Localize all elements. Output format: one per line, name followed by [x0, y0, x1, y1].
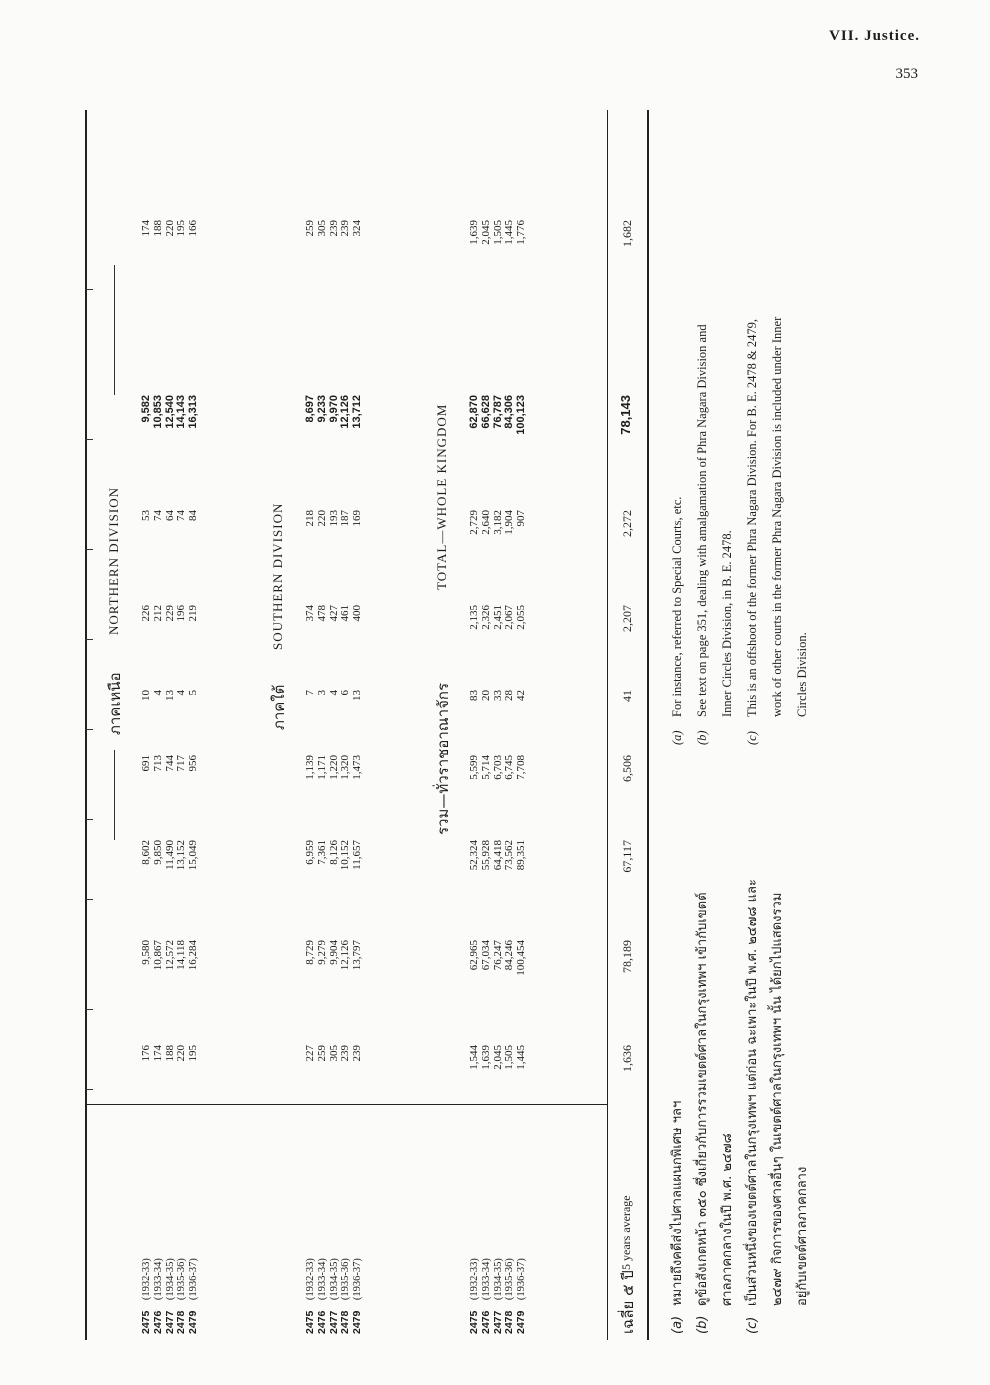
- table-cell: 12,126: [339, 940, 352, 971]
- data-column: [305, 510, 364, 570]
- table-cell: 15,049: [187, 840, 200, 871]
- table-cell: 4: [151, 690, 164, 696]
- table-cell: 226: [140, 605, 152, 622]
- table-cell: 713: [151, 755, 164, 772]
- footnote-text: This is an offshoot of the former Phra Nagara Division. For B. E. 2478 & 2479,: [745, 319, 759, 717]
- table-cell: 239: [339, 220, 352, 237]
- table-cell: 10,152: [339, 840, 352, 871]
- data-column: [469, 840, 528, 900]
- footnotes-english: [665, 115, 815, 745]
- data-column: [469, 755, 528, 815]
- table-cell: 13,152: [175, 840, 188, 871]
- footnote-key: (a): [670, 730, 684, 745]
- page-number: 353: [895, 66, 918, 82]
- table-cell: 195: [175, 220, 188, 237]
- table-cell: 12,126: [339, 395, 352, 429]
- table-cell: 193: [327, 510, 340, 527]
- table-cell: 2,640: [479, 510, 492, 535]
- average-label-th: เฉลี่ย ๕ ปี: [619, 1270, 637, 1334]
- year-column: [469, 1258, 528, 1334]
- data-column: [141, 395, 200, 455]
- table-cell: 6: [339, 690, 352, 696]
- be-year: 2478: [339, 1310, 352, 1334]
- table-cell: 13,797: [351, 940, 364, 971]
- be-year: 2479: [351, 1310, 364, 1334]
- footnote-text: อยู่กับเขตต์ศาลภาคกลาง: [795, 1166, 810, 1306]
- table-cell: 10: [140, 690, 152, 701]
- table-cell: 12,572: [163, 940, 176, 971]
- column-tick: [85, 819, 93, 820]
- footnote-key: (c): [745, 1316, 760, 1334]
- rotated-table: [85, 110, 810, 1340]
- table-cell: 1,544: [468, 1045, 480, 1070]
- table-cell: 84: [187, 510, 200, 521]
- column-tick: [85, 1009, 93, 1010]
- table-cell: 212: [151, 605, 164, 622]
- footnotes-thai: [665, 774, 815, 1334]
- table-cell: 64,418: [491, 840, 504, 871]
- table-cell: 374: [304, 605, 316, 622]
- data-column: [469, 940, 528, 1000]
- table-cell: 55,928: [479, 840, 492, 871]
- table-cell: 1,320: [339, 755, 352, 780]
- ce-year: (1932-33): [305, 1258, 316, 1301]
- table-cell: 5,714: [479, 755, 492, 780]
- table-cell: 1,139: [304, 755, 316, 780]
- table-cell: 67,034: [479, 940, 492, 971]
- ce-year: (1935-36): [340, 1258, 352, 1301]
- ce-year: (1936-37): [188, 1258, 200, 1301]
- data-column: [141, 220, 200, 280]
- table-cell: 14,118: [175, 940, 188, 970]
- footnote-text: For instance, referred to Special Courts, etc.: [670, 496, 684, 717]
- footnote-text: work of other courts in the former Phra Nagara Division is included under Inner: [770, 316, 784, 717]
- table-cell: 4: [327, 690, 340, 696]
- table-cell: 11,490: [163, 840, 176, 870]
- table-row: [188, 1258, 200, 1334]
- table-cell: 62,965: [468, 940, 480, 971]
- table-cell: 74: [151, 510, 164, 521]
- section-title-en: TOTAL—WHOLE KINGDOM: [434, 403, 449, 590]
- column-tick: [85, 639, 93, 640]
- table-cell: 6,703: [491, 755, 504, 780]
- table-cell: 478: [315, 605, 328, 622]
- table-cell: 83: [468, 690, 480, 701]
- table-cell: 62,870: [468, 395, 480, 429]
- ce-year: (1933-34): [480, 1258, 492, 1301]
- table-cell: 1,776: [515, 220, 528, 245]
- table-cell: 33: [491, 690, 504, 701]
- table-cell: 195: [187, 1045, 200, 1062]
- be-year: 2476: [151, 1310, 164, 1334]
- data-column: [469, 690, 528, 750]
- table-cell: 74: [175, 510, 188, 521]
- table-cell: 1,904: [503, 510, 516, 535]
- table-cell: 64: [163, 510, 176, 521]
- average-cell: 1,636: [620, 1045, 634, 1072]
- table-cell: 196: [175, 605, 188, 622]
- footnote-text: Inner Circles Division, in B. E. 2478.: [720, 530, 734, 717]
- table-cell: 11,657: [351, 840, 364, 870]
- table-cell: 9,582: [140, 395, 152, 423]
- be-year: 2475: [304, 1310, 316, 1334]
- table-cell: 2,135: [468, 605, 480, 630]
- ce-year: (1935-36): [176, 1258, 188, 1301]
- average-separator-rule: [607, 110, 608, 1340]
- ce-year: (1932-33): [141, 1258, 152, 1301]
- table-cell: 461: [339, 605, 352, 622]
- table-row: [352, 1258, 364, 1334]
- table-cell: 166: [187, 220, 200, 237]
- table-cell: 9,580: [140, 940, 152, 965]
- average-cell: 2,272: [620, 510, 634, 537]
- table-cell: 66,628: [479, 395, 492, 429]
- section-title-th: ภาคเหนือ: [106, 672, 124, 735]
- table-cell: 174: [140, 220, 152, 237]
- be-year: 2478: [503, 1310, 516, 1334]
- footnote-text: ๒๔๗๙ กิจการของศาลอื่นๆ ในเขตต์ศาลในกรุงเทพฯ นั้น ได้ยกไปแสดงรวม: [770, 892, 785, 1306]
- table-cell: 5: [187, 690, 200, 696]
- data-column: [141, 755, 200, 815]
- table-cell: 3: [315, 690, 328, 696]
- table-cell: 100,454: [515, 940, 528, 976]
- ce-year: (1934-35): [492, 1258, 504, 1301]
- be-year: 2476: [315, 1310, 328, 1334]
- column-tick: [85, 1089, 93, 1090]
- column-tick: [85, 899, 93, 900]
- table-cell: 2,451: [491, 605, 504, 630]
- data-column: [141, 1045, 200, 1105]
- table-cell: 427: [327, 605, 340, 622]
- column-tick: [85, 729, 93, 730]
- section-title: [103, 110, 125, 1340]
- table-cell: 187: [339, 510, 352, 527]
- footnote-text: หมายถึงคดีส่งไปศาลแผนกพิเศษ ฯลฯ: [670, 1100, 685, 1306]
- table-cell: 220: [163, 220, 176, 237]
- table-cell: 1,220: [327, 755, 340, 780]
- table-cell: 76,247: [491, 940, 504, 971]
- table-cell: 12,540: [163, 395, 176, 429]
- table-cell: 227: [304, 1045, 316, 1062]
- section-title-th: รวม—ทั่วราชอาณาจักร: [434, 682, 452, 835]
- section-title-en: SOUTHERN DIVISION: [270, 502, 285, 650]
- table-cell: 1,639: [479, 1045, 492, 1070]
- table-cell: 169: [351, 510, 364, 527]
- table-cell: 7: [304, 690, 316, 696]
- table-cell: 956: [187, 755, 200, 772]
- table-cell: 2,326: [479, 605, 492, 630]
- table-cell: 89,351: [515, 840, 528, 871]
- table-cell: 8,126: [327, 840, 340, 865]
- data-column: [141, 940, 200, 1000]
- table-cell: 13,712: [351, 395, 364, 429]
- footnote-text: เป็นส่วนหนึ่งของเขตต์ศาลในกรุงเทพฯ แต่ก่อน ฉะเพาะในปี พ.ศ. ๒๔๗๘ และ: [745, 879, 760, 1306]
- data-column: [469, 220, 528, 280]
- ce-year: (1936-37): [352, 1258, 364, 1301]
- running-title: VII. Justice.: [829, 28, 920, 44]
- section-block: [431, 110, 581, 1340]
- ce-year: (1935-36): [504, 1258, 516, 1301]
- footnote-line: [715, 115, 740, 745]
- footnote-key: (c): [745, 731, 759, 745]
- footnote-text: ดูข้อสังเกตหน้า ๓๕๐ ซึ่งเกี่ยวกับการรวมเขตต์ศาลในกรุงเทพฯ เข้ากับเขตต์: [695, 892, 710, 1306]
- data-column: [305, 755, 364, 815]
- footnote-key: (b): [695, 730, 709, 745]
- column-tick: [85, 439, 93, 440]
- year-column: [305, 1258, 364, 1334]
- data-column: [141, 840, 200, 900]
- ce-year: (1934-35): [164, 1258, 176, 1301]
- table-cell: 2,067: [503, 605, 516, 630]
- data-column: [469, 510, 528, 570]
- footnote-line: [740, 115, 765, 745]
- ce-year: (1933-34): [152, 1258, 164, 1301]
- table-cell: 52,324: [468, 840, 480, 871]
- ce-year: (1933-34): [316, 1258, 328, 1301]
- table-cell: 76,787: [491, 395, 504, 429]
- table-cell: 174: [151, 1045, 164, 1062]
- table-cell: 4: [175, 690, 188, 696]
- footnote-line: [740, 774, 765, 1334]
- footnote-line: [690, 115, 715, 745]
- be-year: 2477: [491, 1310, 504, 1334]
- table-cell: 2,045: [491, 1045, 504, 1070]
- footnote-line: [665, 115, 690, 745]
- table-cell: 907: [515, 510, 528, 527]
- table-cell: 3,182: [491, 510, 504, 535]
- footnote-line: [715, 774, 740, 1334]
- footnote-text: Circles Division.: [795, 632, 809, 717]
- table-cell: 16,313: [187, 395, 200, 429]
- table-cell: 14,143: [175, 395, 188, 429]
- table-cell: 1,445: [503, 220, 516, 245]
- table-cell: 84,246: [503, 940, 516, 971]
- table-cell: 100,123: [515, 395, 528, 435]
- data-column: [305, 940, 364, 1000]
- data-column: [305, 1045, 364, 1105]
- section-block: [103, 110, 253, 1340]
- footnote-key: (a): [670, 1315, 685, 1334]
- be-year: 2479: [187, 1310, 200, 1334]
- table-row: [516, 1258, 528, 1334]
- average-cell: 1,682: [620, 220, 634, 247]
- table-cell: 259: [315, 1045, 328, 1062]
- average-label-en: 5 years average: [619, 1195, 633, 1270]
- footnote-key: (b): [695, 1315, 710, 1334]
- table-cell: 10,853: [151, 395, 164, 429]
- table-cell: 20: [479, 690, 492, 701]
- be-year: 2477: [327, 1310, 340, 1334]
- table-cell: 9,970: [327, 395, 340, 423]
- table-cell: 84,306: [503, 395, 516, 429]
- table-cell: 8,602: [140, 840, 152, 865]
- table-cell: 9,850: [151, 840, 164, 865]
- table-cell: 324: [351, 220, 364, 237]
- table-cell: 2,729: [468, 510, 480, 535]
- table-cell: 239: [327, 220, 340, 237]
- table-cell: 239: [339, 1045, 352, 1062]
- table-top-rule: [85, 110, 87, 1340]
- table-bottom-rule: [647, 110, 649, 1340]
- section-title-th: ภาคใต้: [270, 684, 288, 730]
- table-cell: 10,867: [151, 940, 164, 971]
- be-year: 2478: [175, 1310, 188, 1334]
- table-cell: 7,708: [515, 755, 528, 780]
- table-cell: 1,473: [351, 755, 364, 780]
- table-cell: 218: [304, 510, 316, 527]
- average-cell: 67,117: [620, 840, 634, 873]
- table-cell: 176: [140, 1045, 152, 1062]
- table-cell: 188: [163, 1045, 176, 1062]
- table-cell: 400: [351, 605, 364, 622]
- be-year: 2475: [140, 1310, 152, 1334]
- year-column: [141, 1258, 200, 1334]
- table-cell: 73,562: [503, 840, 516, 871]
- table-cell: 1,639: [468, 220, 480, 245]
- be-year: 2477: [163, 1310, 176, 1334]
- table-cell: 717: [175, 755, 188, 772]
- data-column: [305, 220, 364, 280]
- table-cell: 1,505: [503, 1045, 516, 1070]
- table-cell: 6,959: [304, 840, 316, 865]
- footnote-line: [765, 774, 790, 1334]
- section-title-en: NORTHERN DIVISION: [106, 486, 121, 635]
- table-cell: 28: [503, 690, 516, 701]
- table-cell: 259: [304, 220, 316, 237]
- average-cell: 78,143: [618, 395, 633, 435]
- table-cell: 220: [175, 1045, 188, 1062]
- section-title: [431, 110, 453, 1340]
- table-cell: 219: [187, 605, 200, 622]
- column-tick: [85, 289, 93, 290]
- table-cell: 6,745: [503, 755, 516, 780]
- table-cell: 229: [163, 605, 176, 622]
- column-tick: [85, 549, 93, 550]
- data-column: [141, 690, 200, 750]
- table-cell: 188: [151, 220, 164, 237]
- data-column: [305, 605, 364, 665]
- title-dash: [114, 265, 115, 395]
- table-cell: 2,055: [515, 605, 528, 630]
- table-cell: 305: [315, 220, 328, 237]
- footnote-line: [790, 115, 815, 745]
- average-cell: 41: [620, 690, 634, 702]
- ce-year: (1934-35): [328, 1258, 340, 1301]
- section-title: [267, 110, 289, 1340]
- data-column: [469, 1045, 528, 1105]
- data-column: [141, 510, 200, 570]
- be-year: 2476: [479, 1310, 492, 1334]
- be-year: 2479: [515, 1310, 528, 1334]
- footnote-line: [690, 774, 715, 1334]
- data-column: [469, 395, 528, 455]
- title-dash: [114, 750, 115, 840]
- table-cell: 8,697: [304, 395, 316, 423]
- footnote-line: [790, 774, 815, 1334]
- data-column: [469, 605, 528, 665]
- table-cell: 239: [351, 1045, 364, 1062]
- table-cell: 7,361: [315, 840, 328, 865]
- table-cell: 220: [315, 510, 328, 527]
- table-cell: 691: [140, 755, 152, 772]
- table-cell: 2,045: [479, 220, 492, 245]
- section-block: [267, 110, 417, 1340]
- average-cell: 2,207: [620, 605, 634, 632]
- table-cell: 1,445: [515, 1045, 528, 1070]
- table-cell: 42: [515, 690, 528, 701]
- average-cell: 78,189: [620, 940, 634, 973]
- table-cell: 305: [327, 1045, 340, 1062]
- data-column: [305, 395, 364, 455]
- table-cell: 1,171: [315, 755, 328, 780]
- footnote-text: ศาลภาคกลางในปี พ.ศ. ๒๔๗๘: [720, 1133, 735, 1306]
- table-cell: 744: [163, 755, 176, 772]
- ce-year: (1932-33): [469, 1258, 480, 1301]
- be-year: 2475: [468, 1310, 480, 1334]
- table-cell: 9,279: [315, 940, 328, 965]
- data-column: [305, 840, 364, 900]
- footnote-line: [665, 774, 690, 1334]
- average-cell: 6,506: [620, 755, 634, 782]
- table-cell: 16,284: [187, 940, 200, 971]
- footnote-line: [765, 115, 790, 745]
- average-row: [616, 110, 640, 1340]
- table-cell: 9,904: [327, 940, 340, 965]
- table-cell: 53: [140, 510, 152, 521]
- table-cell: 8,729: [304, 940, 316, 965]
- data-column: [305, 690, 364, 750]
- table-cell: 9,233: [315, 395, 328, 423]
- data-column: [141, 605, 200, 665]
- table-cell: 13: [163, 690, 176, 701]
- footnote-text: See text on page 351, dealing with amalgamation of Phra Nagara Division and: [695, 324, 709, 717]
- table-cell: 5,599: [468, 755, 480, 780]
- table-cell: 13: [351, 690, 364, 701]
- ce-year: (1936-37): [516, 1258, 528, 1301]
- table-cell: 1,505: [491, 220, 504, 245]
